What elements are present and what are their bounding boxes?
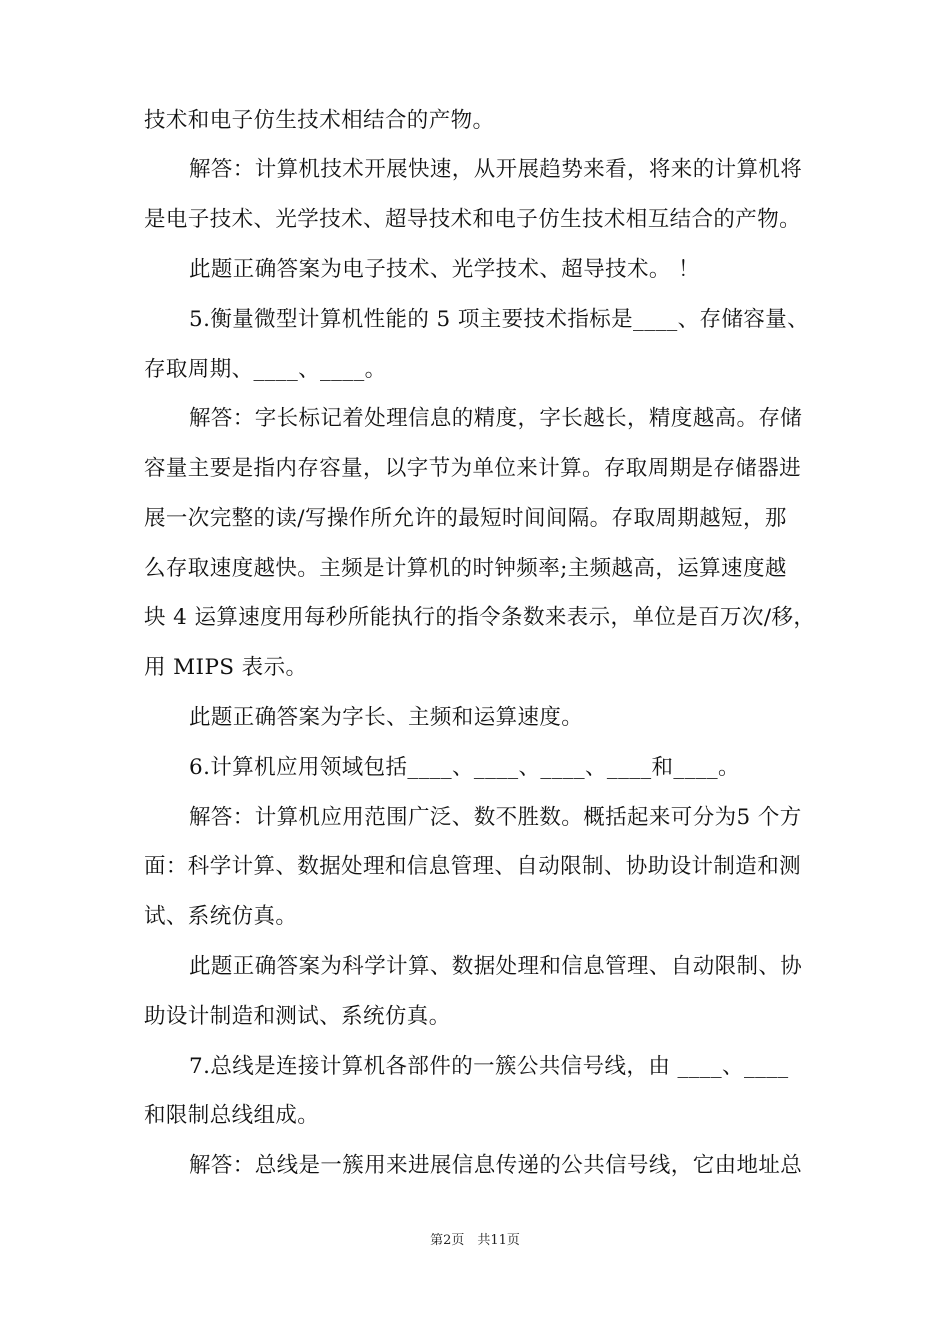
text-line: 展一次完整的读/写操作所允许的最短时间间隔。存取周期越短，那 [144, 506, 787, 531]
text-line: 存取周期、____、____。 [144, 357, 387, 382]
text-line: 是电子技术、光学技术、超导技术和电子仿生技术相互结合的产物。 [144, 207, 802, 232]
text-line: 解答：字长标记着处理信息的精度，字长越长，精度越高。存储 [189, 406, 803, 431]
text-line: 么存取速度越快。主频是计算机的时钟频率;主频越高，运算速度越 [144, 556, 787, 581]
page-footer: 第2页 共11页 [430, 1233, 520, 1248]
text-line: 此题正确答案为科学计算、数据处理和信息管理、自动限制、协 [189, 954, 803, 979]
text-line: 试、系统仿真。 [144, 904, 298, 929]
text-line: 助设计制造和测试、系统仿真。 [144, 1004, 451, 1029]
text-line: 解答：计算机应用范围广泛、数不胜数。概括起来可分为5 个方 [189, 805, 802, 830]
text-line: 此题正确答案为电子技术、光学技术、超导技术。 ！ [189, 257, 700, 282]
text-line: 用 MIPS 表示。 [144, 655, 308, 680]
text-line: 容量主要是指内存容量，以字节为单位来计算。存取周期是存储器进 [144, 456, 802, 481]
text-line: 解答：计算机技术开展快速，从开展趋势来看，将来的计算机将 [189, 157, 803, 182]
text-line: 面：科学计算、数据处理和信息管理、自动限制、协助设计制造和测 [144, 854, 802, 879]
text-line: 技术和电子仿生技术相结合的产物。 [144, 108, 495, 133]
text-line: 和限制总线组成。 [144, 1103, 320, 1128]
text-line: 块 4 运算速度用每秒所能执行的指令条数来表示，单位是百万次/移， [144, 605, 816, 630]
text-line: 此题正确答案为字长、主频和运算速度。 [189, 705, 584, 730]
text-line: 5.衡量微型计算机性能的 5 项主要技术指标是____、存储容量、 [189, 307, 810, 332]
text-line: 6.计算机应用领域包括____、____、____、____和____。 [189, 755, 740, 780]
text-line: 7.总线是连接计算机各部件的一簇公共信号线，由 ____、____ [189, 1054, 789, 1079]
text-line: 解答：总线是一簇用来进展信息传递的公共信号线，它由地址总 [189, 1153, 803, 1178]
